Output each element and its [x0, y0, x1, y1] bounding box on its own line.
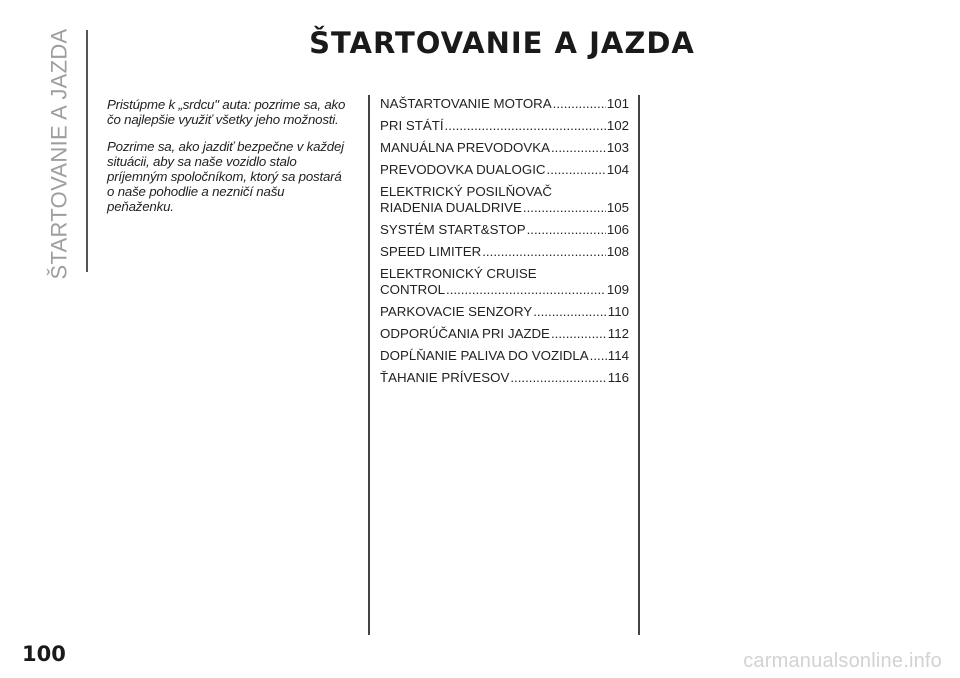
toc-entry[interactable] — [380, 222, 629, 238]
intro-paragraph: Pristúpme k „srdcu" auta: pozrime sa, ako čo najlepšie využiť všetky jeho možnosti. — [107, 97, 346, 127]
toc-entry[interactable] — [380, 266, 629, 298]
toc-entry[interactable] — [380, 326, 629, 342]
toc-leader-dots — [553, 96, 606, 112]
toc-entry-page: 112 — [607, 326, 629, 341]
toc-leader-dots — [551, 140, 606, 156]
toc-leader-dots — [590, 348, 607, 364]
side-section-tab — [40, 30, 80, 278]
toc-entry[interactable] — [380, 96, 629, 112]
toc-entry-label: ELEKTRICKÝ POSILŇOVAČ — [380, 184, 552, 199]
toc-entry-label: NAŠTARTOVANIE MOTORA — [380, 96, 552, 111]
watermark: carmanualsonline.info — [743, 650, 942, 672]
toc-entry-label: ELEKTRONICKÝ CRUISE — [380, 266, 537, 281]
toc-entry-page: 101 — [606, 96, 629, 111]
toc-leader-dots — [547, 162, 606, 178]
toc-entry-page: 114 — [607, 348, 629, 363]
toc-entry[interactable] — [380, 118, 629, 134]
toc-entry-label: PREVODOVKA DUALOGIC — [380, 162, 546, 177]
toc-leader-dots — [551, 326, 607, 342]
toc-entry-label: RIADENIA DUALDRIVE — [380, 200, 522, 215]
toc-entry[interactable] — [380, 162, 629, 178]
toc-entry[interactable] — [380, 140, 629, 156]
toc-entry[interactable] — [380, 304, 629, 320]
toc-leader-dots — [527, 222, 606, 238]
toc-leader-dots — [533, 304, 607, 320]
page-title: ŠTARTOVANIE A JAZDA — [309, 26, 695, 60]
side-divider — [86, 30, 88, 272]
toc-entry-label: ODPORÚČANIA PRI JAZDE — [380, 326, 550, 341]
toc-entry-page: 110 — [607, 304, 629, 319]
toc-entry-page: 109 — [606, 282, 629, 297]
toc-leader-dots — [446, 282, 606, 298]
toc-leader-dots — [523, 200, 606, 216]
toc-entry[interactable] — [380, 370, 629, 386]
column-divider-left — [368, 95, 370, 635]
toc-entry-label: SPEED LIMITER — [380, 244, 482, 259]
toc-entry-label: CONTROL — [380, 282, 446, 297]
toc-leader-dots — [445, 118, 606, 134]
toc-entry-label: SYSTÉM START&STOP — [380, 222, 526, 237]
toc-entry[interactable] — [380, 184, 629, 216]
toc-entry-label: MANUÁLNA PREVODOVKA — [380, 140, 550, 155]
side-section-title: ŠTARTOVANIE A JAZDA — [47, 28, 72, 280]
toc-entry[interactable] — [380, 244, 629, 260]
toc-entry-page: 116 — [607, 370, 629, 385]
toc-entry[interactable] — [380, 348, 629, 364]
toc-entry-label: DOPĹŇANIE PALIVA DO VOZIDLA — [380, 348, 589, 363]
toc-entry-page: 102 — [606, 118, 629, 133]
column-divider-right — [638, 95, 640, 635]
intro-text — [107, 97, 352, 226]
table-of-contents — [380, 96, 629, 392]
toc-entry-page: 103 — [606, 140, 629, 155]
toc-leader-dots — [510, 370, 606, 386]
toc-entry-label: ŤAHANIE PRÍVESOV — [380, 370, 510, 385]
toc-entry-page: 105 — [606, 200, 629, 215]
toc-entry-page: 108 — [606, 244, 629, 259]
intro-paragraph: Pozrime sa, ako jazdiť bezpečne v každej situácii, aby sa naše vozidlo stalo príjemným spoločníkom, ktorý sa postará o naše pohodlie a nezničí našu peňaženku. — [107, 139, 344, 214]
toc-entry-page: 104 — [606, 162, 629, 177]
toc-entry-page: 106 — [606, 222, 629, 237]
toc-leader-dots — [482, 244, 606, 260]
toc-entry-label: PRI STÁTÍ — [380, 118, 444, 133]
page-number: 100 — [22, 642, 66, 666]
toc-entry-label: PARKOVACIE SENZORY — [380, 304, 533, 319]
